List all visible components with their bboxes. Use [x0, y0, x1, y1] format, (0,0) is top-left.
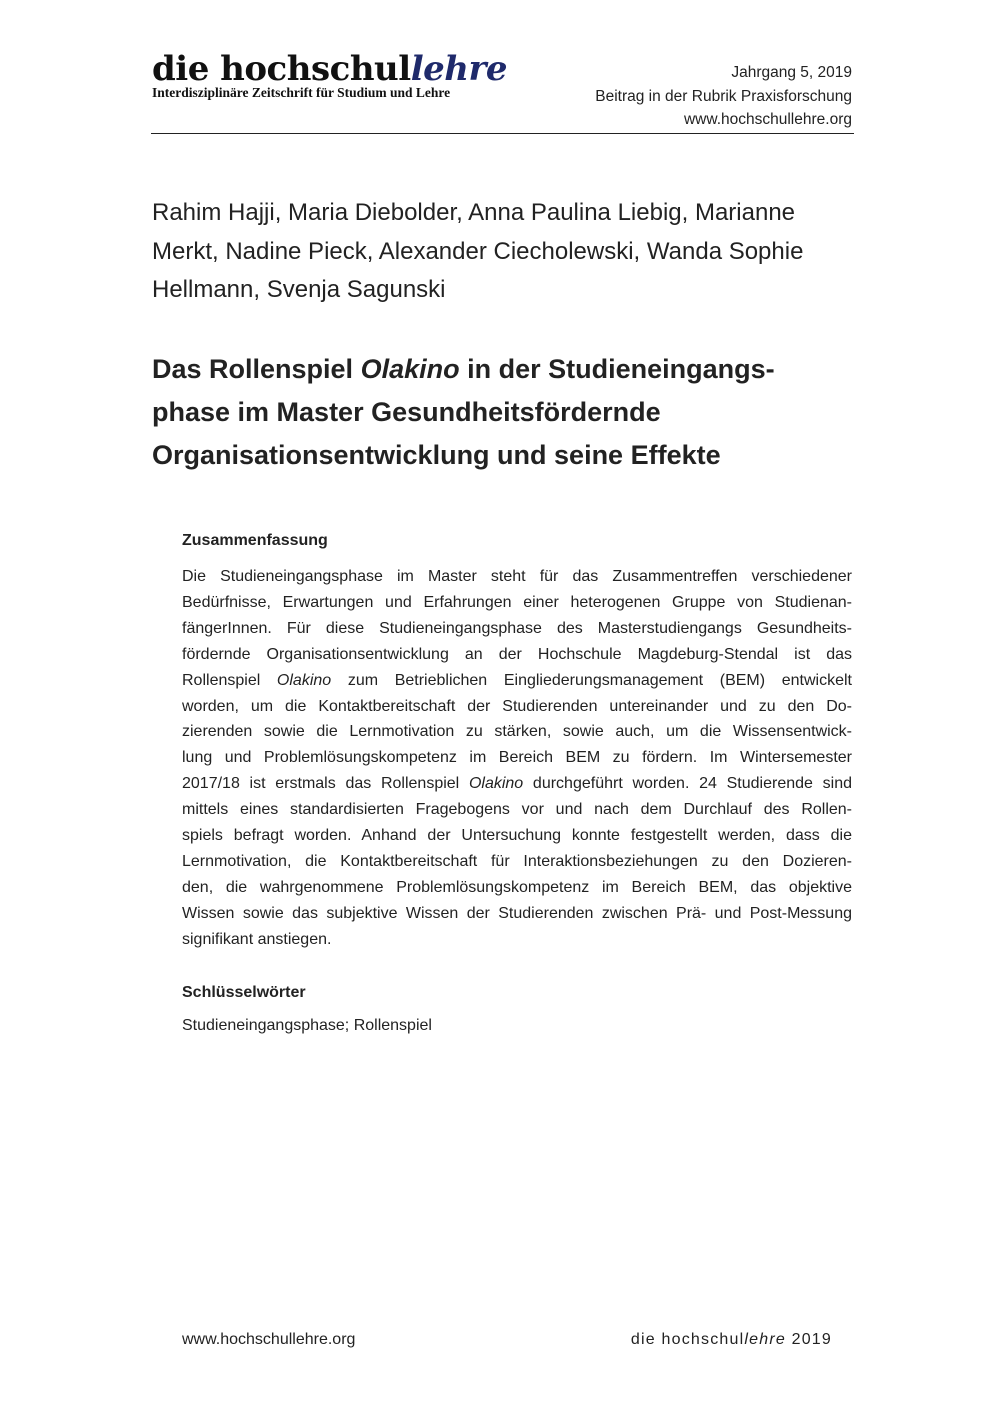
abstract-line: signifikant anstiegen.: [182, 930, 332, 948]
logo-prefix: die hochschul: [152, 49, 411, 89]
logo-subtitle: Interdisziplinäre Zeitschrift für Studium und Lehre: [152, 85, 451, 100]
logo-suffix: lehre: [410, 49, 507, 89]
article-title: [152, 348, 852, 477]
title-line-2: phase im Master Gesundheitsfördernde: [152, 397, 661, 427]
header-divider: [151, 133, 854, 134]
abstract-body: [182, 564, 852, 953]
journal-logo: [152, 50, 507, 101]
abstract-line: Lernmotivation, die Kontaktbereitschaft für Interaktionsbeziehungen zu den Dozieren-: [182, 852, 852, 870]
header-meta: [595, 61, 852, 132]
title-text: in der Studieneingangs-: [459, 354, 775, 384]
abstract-line: fördernde Organisationsentwicklung an der Hochschule Magdeburg-Stendal ist das: [182, 645, 852, 663]
abstract-line: Die Studieneingangsphase im Master steht für das Zusammentreffen verschiedener: [182, 568, 852, 585]
title-italic: Olakino: [360, 354, 460, 384]
abstract-line: worden, um die Kontaktbereitschaft der Studierenden untereinander und zu den Do-: [182, 697, 852, 715]
footer-journal: [631, 1331, 832, 1349]
volume-info: Jahrgang 5, 2019: [731, 64, 852, 81]
abstract-line: lung und Problemlösungskompetenz im Bereich BEM zu fördern. Im Wintersemester: [182, 749, 852, 767]
abstract-heading: Zusammenfassung: [182, 532, 328, 549]
author-line: Hellmann, Svenja Sagunski: [152, 276, 446, 303]
abstract-line: Rollenspiel Olakino zum Betrieblichen Eingliederungsmanagement (BEM) entwickelt: [182, 671, 852, 689]
author-line: Rahim Hajji, Maria Diebolder, Anna Paulina Liebig, Marianne: [152, 199, 796, 226]
footer-year: 2019: [785, 1331, 832, 1348]
section-info: Beitrag in der Rubrik Praxisforschung: [595, 87, 852, 105]
author-list: [152, 194, 852, 310]
footer-url[interactable]: www.hochschullehre.org: [182, 1331, 356, 1348]
abstract-line: 2017/18 ist erstmals das Rollenspiel Olakino durchgeführt worden. 24 Studierende sind: [182, 775, 853, 793]
keywords-heading: Schlüsselwörter: [182, 984, 306, 1001]
title-line-1: [152, 348, 852, 391]
abstract-line: mittels eines standardisierten Fragebogens vor und nach dem Durchlauf des Rollen-: [182, 801, 852, 819]
abstract-line: Wissen sowie das subjektive Wissen der Studierenden zwischen Prä- und Post-Messung: [182, 904, 852, 922]
title-text: Das Rollenspiel: [152, 354, 361, 384]
abstract-line: spiels befragt worden. Anhand der Untersuchung konnte festgestellt werden, dass die: [182, 827, 852, 845]
footer-italic: lehre: [744, 1331, 786, 1348]
abstract-line: Bedürfnisse, Erwartungen und Erfahrungen einer heterogenen Gruppe von Studienan-: [182, 593, 852, 611]
header-url[interactable]: www.hochschullehre.org: [683, 111, 852, 128]
title-line-3: Organisationsentwicklung und seine Effekte: [152, 440, 721, 470]
abstract-line: den, die wahrgenommene Problemlösungskompetenz im Bereich BEM, das objektive: [182, 878, 852, 896]
author-line: Merkt, Nadine Pieck, Alexander Ciecholewski, Wanda Sophie: [152, 237, 804, 265]
footer-prefix: die hochschul: [630, 1331, 745, 1348]
keywords-text: Studieneingangsphase; Rollenspiel: [182, 1017, 432, 1034]
abstract-line: zierenden sowie die Lernmotivation zu stärken, sowie auch, um die Wissensentwick-: [182, 723, 852, 741]
logo-title: [152, 50, 507, 88]
abstract-line: fängerInnen. Für diese Studieneingangsphase des Masterstudiengangs Gesundheits-: [182, 619, 852, 637]
